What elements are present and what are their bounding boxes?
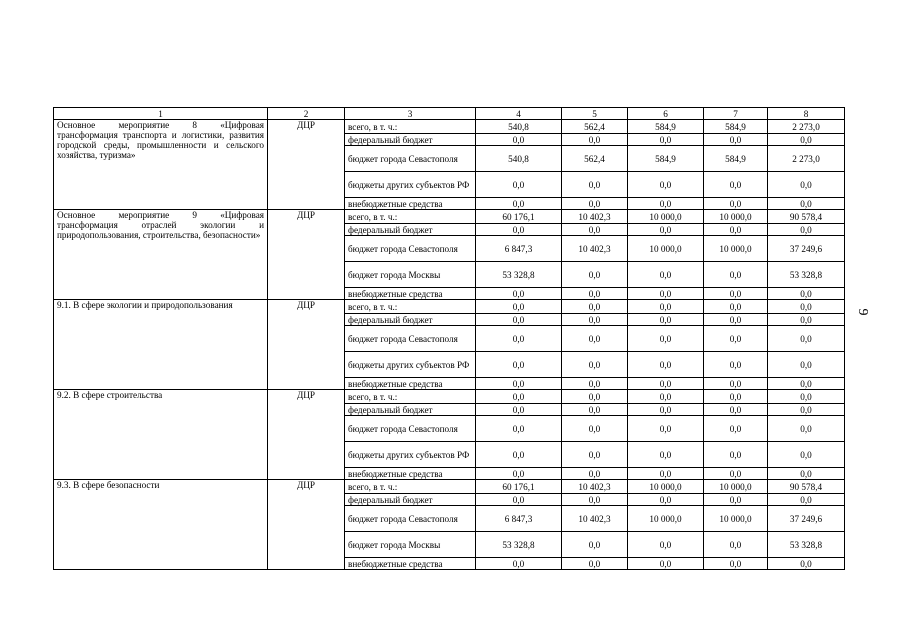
- amount-cell: 0,0: [562, 390, 628, 404]
- amount-cell: 0,0: [704, 224, 768, 236]
- amount-cell: 0,0: [704, 288, 768, 300]
- amount-cell: 0,0: [628, 134, 704, 146]
- amount-cell: 584,9: [704, 120, 768, 134]
- amount-cell: 60 176,1: [476, 480, 562, 494]
- funding-source: федеральный бюджет: [345, 404, 476, 416]
- funding-source: внебюджетные средства: [345, 288, 476, 300]
- amount-cell: 0,0: [768, 558, 845, 570]
- amount-cell: 10 402,3: [562, 506, 628, 532]
- amount-cell: 0,0: [562, 532, 628, 558]
- amount-cell: 0,0: [704, 442, 768, 468]
- amount-cell: 60 176,1: [476, 210, 562, 224]
- column-number: 5: [562, 108, 628, 120]
- amount-cell: 10 000,0: [704, 506, 768, 532]
- amount-cell: 10 402,3: [562, 480, 628, 494]
- amount-cell: 0,0: [704, 558, 768, 570]
- amount-cell: 37 249,6: [768, 506, 845, 532]
- amount-cell: 0,0: [476, 326, 562, 352]
- amount-cell: 584,9: [704, 146, 768, 172]
- amount-cell: 0,0: [628, 390, 704, 404]
- amount-cell: 0,0: [628, 494, 704, 506]
- amount-cell: 0,0: [476, 300, 562, 314]
- amount-cell: 0,0: [562, 300, 628, 314]
- amount-cell: 0,0: [476, 224, 562, 236]
- amount-cell: 53 328,8: [476, 262, 562, 288]
- amount-cell: 0,0: [704, 352, 768, 378]
- amount-cell: 0,0: [562, 172, 628, 198]
- funding-source: бюджеты других субъектов РФ: [345, 442, 476, 468]
- table-row: [54, 480, 845, 494]
- amount-cell: 0,0: [768, 134, 845, 146]
- funding-source: всего, в т. ч.:: [345, 120, 476, 134]
- amount-cell: 10 000,0: [628, 210, 704, 224]
- column-number: 4: [476, 108, 562, 120]
- amount-cell: 0,0: [562, 224, 628, 236]
- amount-cell: 0,0: [768, 468, 845, 480]
- amount-cell: 0,0: [476, 172, 562, 198]
- amount-cell: 0,0: [562, 326, 628, 352]
- funding-source: федеральный бюджет: [345, 134, 476, 146]
- amount-cell: 53 328,8: [476, 532, 562, 558]
- amount-cell: 0,0: [476, 442, 562, 468]
- amount-cell: 0,0: [704, 198, 768, 210]
- amount-cell: 10 000,0: [628, 236, 704, 262]
- amount-cell: 0,0: [476, 390, 562, 404]
- amount-cell: 0,0: [562, 416, 628, 442]
- amount-cell: 0,0: [704, 326, 768, 352]
- activity-name: Основное мероприятие 9 «Цифровая трансформация отраслей экологии и природопользования, строительства, безопасности»: [54, 210, 268, 300]
- amount-cell: 0,0: [768, 494, 845, 506]
- amount-cell: 53 328,8: [768, 532, 845, 558]
- amount-cell: 10 000,0: [704, 236, 768, 262]
- amount-cell: 0,0: [768, 378, 845, 390]
- amount-cell: 2 273,0: [768, 146, 845, 172]
- amount-cell: 10 402,3: [562, 210, 628, 224]
- funding-source: всего, в т. ч.:: [345, 300, 476, 314]
- amount-cell: 0,0: [476, 378, 562, 390]
- amount-cell: 0,0: [562, 198, 628, 210]
- funding-source: федеральный бюджет: [345, 224, 476, 236]
- funding-source: всего, в т. ч.:: [345, 480, 476, 494]
- amount-cell: 0,0: [704, 404, 768, 416]
- amount-cell: 0,0: [476, 198, 562, 210]
- amount-cell: 0,0: [562, 288, 628, 300]
- table-row: [54, 390, 845, 404]
- amount-cell: 0,0: [628, 198, 704, 210]
- amount-cell: 6 847,3: [476, 236, 562, 262]
- funding-source: бюджет города Москвы: [345, 532, 476, 558]
- amount-cell: 0,0: [704, 314, 768, 326]
- amount-cell: 0,0: [562, 262, 628, 288]
- amount-cell: 2 273,0: [768, 120, 845, 134]
- amount-cell: 90 578,4: [768, 480, 845, 494]
- amount-cell: 0,0: [562, 314, 628, 326]
- amount-cell: 0,0: [704, 416, 768, 442]
- funding-source: внебюджетные средства: [345, 468, 476, 480]
- funding-source: бюджеты других субъектов РФ: [345, 352, 476, 378]
- amount-cell: 90 578,4: [768, 210, 845, 224]
- table-row: [54, 210, 845, 224]
- amount-cell: 0,0: [768, 198, 845, 210]
- amount-cell: 0,0: [628, 468, 704, 480]
- amount-cell: 0,0: [704, 532, 768, 558]
- amount-cell: 0,0: [704, 494, 768, 506]
- table-row: [54, 300, 845, 314]
- amount-cell: 10 000,0: [704, 480, 768, 494]
- funding-source: федеральный бюджет: [345, 494, 476, 506]
- funding-source: бюджет города Москвы: [345, 262, 476, 288]
- amount-cell: 0,0: [562, 468, 628, 480]
- amount-cell: 0,0: [562, 558, 628, 570]
- activity-name: 9.1. В сфере экологии и природопользования: [54, 300, 268, 390]
- amount-cell: 0,0: [628, 326, 704, 352]
- amount-cell: 0,0: [628, 352, 704, 378]
- amount-cell: 0,0: [704, 300, 768, 314]
- funding-source: внебюджетные средства: [345, 558, 476, 570]
- column-number: 6: [628, 108, 704, 120]
- amount-cell: 0,0: [768, 404, 845, 416]
- funding-source: всего, в т. ч.:: [345, 390, 476, 404]
- amount-cell: 0,0: [628, 314, 704, 326]
- amount-cell: 0,0: [628, 262, 704, 288]
- amount-cell: 0,0: [476, 288, 562, 300]
- funding-source: федеральный бюджет: [345, 314, 476, 326]
- amount-cell: 562,4: [562, 120, 628, 134]
- amount-cell: 0,0: [476, 494, 562, 506]
- amount-cell: 540,8: [476, 146, 562, 172]
- funding-source: внебюджетные средства: [345, 378, 476, 390]
- amount-cell: 10 000,0: [704, 210, 768, 224]
- amount-cell: 0,0: [768, 416, 845, 442]
- column-number: 2: [268, 108, 345, 120]
- amount-cell: 0,0: [704, 390, 768, 404]
- funding-source: всего, в т. ч.:: [345, 210, 476, 224]
- amount-cell: 0,0: [476, 314, 562, 326]
- amount-cell: 0,0: [704, 468, 768, 480]
- amount-cell: 0,0: [476, 416, 562, 442]
- amount-cell: 0,0: [704, 378, 768, 390]
- table-row: [54, 120, 845, 134]
- column-number: 8: [768, 108, 845, 120]
- funding-source: бюджет города Севастополя: [345, 416, 476, 442]
- executor: ДЦР: [268, 210, 345, 300]
- activity-name: 9.3. В сфере безопасности: [54, 480, 268, 570]
- amount-cell: 0,0: [562, 442, 628, 468]
- amount-cell: 562,4: [562, 146, 628, 172]
- amount-cell: 0,0: [768, 352, 845, 378]
- amount-cell: 0,0: [704, 172, 768, 198]
- amount-cell: 584,9: [628, 120, 704, 134]
- funding-source: бюджеты других субъектов РФ: [345, 172, 476, 198]
- amount-cell: 0,0: [628, 416, 704, 442]
- amount-cell: 0,0: [628, 442, 704, 468]
- amount-cell: 0,0: [628, 172, 704, 198]
- column-number: 3: [345, 108, 476, 120]
- activity-name: Основное мероприятие 8 «Цифровая трансформация транспорта и логистики, развития городской среды, промышленности и сельского хозяйства, туризма»: [54, 120, 268, 210]
- amount-cell: 0,0: [476, 134, 562, 146]
- amount-cell: 0,0: [476, 558, 562, 570]
- executor: ДЦР: [268, 300, 345, 390]
- amount-cell: 53 328,8: [768, 262, 845, 288]
- funding-source: бюджет города Севастополя: [345, 326, 476, 352]
- amount-cell: 0,0: [476, 468, 562, 480]
- amount-cell: 0,0: [628, 300, 704, 314]
- amount-cell: 0,0: [768, 442, 845, 468]
- amount-cell: 10 000,0: [628, 506, 704, 532]
- funding-source: бюджет города Севастополя: [345, 146, 476, 172]
- amount-cell: 0,0: [768, 224, 845, 236]
- amount-cell: 0,0: [768, 390, 845, 404]
- funding-source: бюджет города Севастополя: [345, 506, 476, 532]
- amount-cell: 0,0: [628, 404, 704, 416]
- funding-source: бюджет города Севастополя: [345, 236, 476, 262]
- amount-cell: 10 000,0: [628, 480, 704, 494]
- amount-cell: 584,9: [628, 146, 704, 172]
- amount-cell: 6 847,3: [476, 506, 562, 532]
- amount-cell: 10 402,3: [562, 236, 628, 262]
- amount-cell: 0,0: [628, 224, 704, 236]
- amount-cell: 0,0: [628, 378, 704, 390]
- amount-cell: 0,0: [476, 404, 562, 416]
- amount-cell: 37 249,6: [768, 236, 845, 262]
- amount-cell: 0,0: [562, 404, 628, 416]
- amount-cell: 0,0: [704, 262, 768, 288]
- activity-name: 9.2. В сфере строительства: [54, 390, 268, 480]
- amount-cell: 0,0: [628, 558, 704, 570]
- amount-cell: 0,0: [476, 352, 562, 378]
- amount-cell: 0,0: [768, 288, 845, 300]
- page-number: 9: [855, 308, 870, 316]
- amount-cell: 0,0: [768, 314, 845, 326]
- column-number: 7: [704, 108, 768, 120]
- amount-cell: 0,0: [562, 378, 628, 390]
- amount-cell: 0,0: [562, 352, 628, 378]
- executor: ДЦР: [268, 390, 345, 480]
- amount-cell: 0,0: [768, 326, 845, 352]
- column-number-row: [54, 108, 845, 120]
- funding-source: внебюджетные средства: [345, 198, 476, 210]
- amount-cell: 0,0: [628, 532, 704, 558]
- column-number: 1: [54, 108, 268, 120]
- amount-cell: 0,0: [562, 494, 628, 506]
- table-body: [54, 108, 845, 570]
- amount-cell: 0,0: [768, 172, 845, 198]
- amount-cell: 0,0: [628, 288, 704, 300]
- amount-cell: 0,0: [768, 300, 845, 314]
- amount-cell: 0,0: [704, 134, 768, 146]
- amount-cell: 0,0: [562, 134, 628, 146]
- executor: ДЦР: [268, 480, 345, 570]
- amount-cell: 540,8: [476, 120, 562, 134]
- executor: ДЦР: [268, 120, 345, 210]
- budget-table: [53, 107, 845, 570]
